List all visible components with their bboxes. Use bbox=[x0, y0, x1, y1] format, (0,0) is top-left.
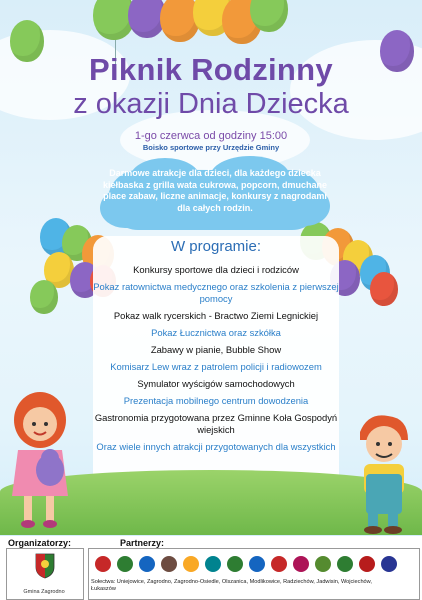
girl-illustration bbox=[4, 392, 76, 532]
program-item: Konkursy sportowe dla dzieci i rodziców bbox=[133, 264, 299, 275]
program-item: Pokaz Łucznictwa oraz szkółka bbox=[151, 327, 281, 338]
partner-logo-icon bbox=[117, 556, 133, 572]
partner-logo-icon bbox=[271, 556, 287, 572]
program-item: Symulator wyścigów samochodowych bbox=[137, 378, 295, 389]
organizer-name: Gmina Zagrodno bbox=[23, 589, 65, 595]
partner-logo-icon bbox=[293, 556, 309, 572]
solectwa-list: Sołectwa: Uniejowice, Zagrodno, Zagrodno-Osiedle, Olszanica, Modlikowice, Radziechów, Jadwisin, Wojciechów, Łukaszów bbox=[91, 579, 372, 592]
program-item: Pokaz ratownictwa medycznego oraz szkolenia z pierwszej pomocy bbox=[93, 281, 339, 304]
program-list bbox=[93, 264, 339, 458]
boy-illustration bbox=[348, 412, 418, 534]
program-item: Oraz wiele innych atrakcji przygotowanych dla wszystkich bbox=[96, 441, 336, 452]
program-item: Komisarz Lew wraz z patrolem policji i radiowozem bbox=[110, 361, 322, 372]
program-item: Pokaz walk rycerskich - Bractwo Ziemi Legnickiej bbox=[113, 310, 319, 321]
partner-logo-icon bbox=[249, 556, 265, 572]
program-item: Gastronomia przygotowana przez Gminne Koła Gospodyń wiejskich bbox=[94, 412, 338, 435]
program-title: W programie: bbox=[170, 238, 262, 255]
balloon-green bbox=[30, 280, 58, 314]
partner-logo-icon bbox=[315, 556, 331, 572]
partner-logo-icon bbox=[359, 556, 375, 572]
poster-subtitle: z okazji Dnia Dziecka bbox=[73, 88, 349, 120]
event-date: 1-go czerwca od godziny 15:00 bbox=[134, 130, 288, 142]
partners-label: Partnerzy: bbox=[120, 538, 165, 548]
partner-logo-icon bbox=[95, 556, 111, 572]
organizers-label: Organizatorzy: bbox=[8, 538, 72, 548]
partner-logo-icon bbox=[183, 556, 199, 572]
partner-logo-icon bbox=[227, 556, 243, 572]
event-description: Darmowe atrakcje dla dzieci, dla każdego dziecka kiełbaska z grilla wata cukrowa, popcorn, dmuchane place zabaw, liczne animacje, konkursy z nagrodami dla całych rodzin. bbox=[102, 168, 328, 213]
partner-logo-icon bbox=[205, 556, 221, 572]
event-venue: Boisko sportowe przy Urzędzie Gminy bbox=[142, 143, 280, 152]
gmina-coat-of-arms-icon bbox=[35, 553, 55, 579]
poster-title: Piknik Rodzinny bbox=[89, 52, 333, 87]
program-item: Prezentacja mobilnego centrum dowodzenia bbox=[123, 395, 309, 406]
partner-logo-icon bbox=[381, 556, 397, 572]
partner-logo-icon bbox=[161, 556, 177, 572]
partner-logo-icon bbox=[139, 556, 155, 572]
partner-logo-icon bbox=[337, 556, 353, 572]
program-item: Zabawy w pianie, Bubble Show bbox=[150, 344, 282, 355]
balloon-red bbox=[370, 272, 398, 306]
